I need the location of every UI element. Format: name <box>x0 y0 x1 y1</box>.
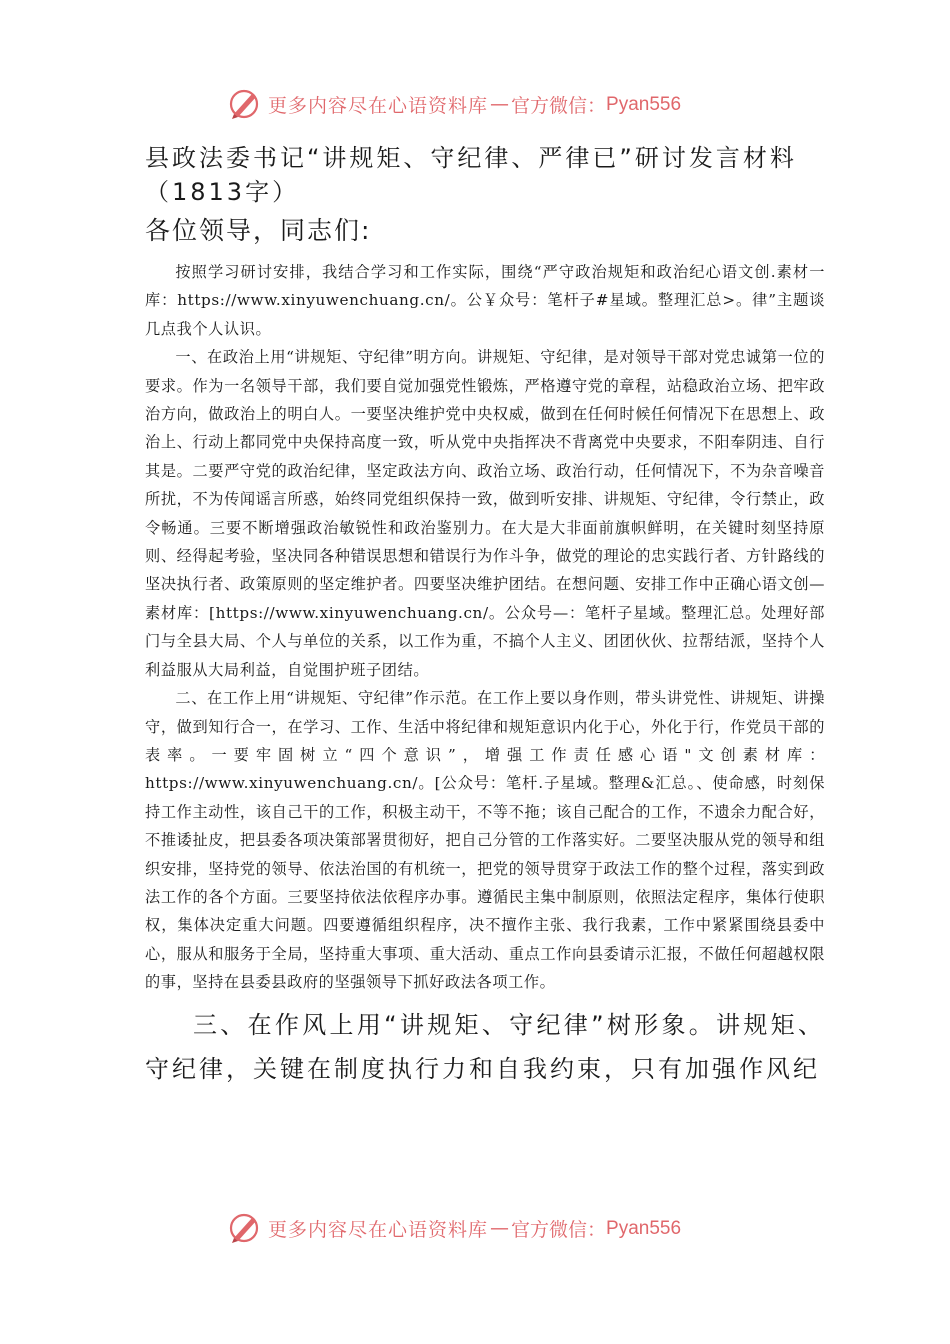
paragraph-section-1: 一、在政治上用“讲规矩、守纪律”明方向。讲规矩、守纪律，是对领导干部对党忠诚第一位的要求。作为一名领导干部，我们要自觉加强党性锻炼，严格遵守党的章程，站稳政治立场、把牢政治方向，做政治上的明白人。一要坚决维护党中央权威，做到在任何时候任何情况下在思想上、政治上、行动上都同党中央保持高度一致，听从党中央指挥决不背离党中央要求，不阳奉阴违、自行其是。二要严守党的政治纪律，坚定政法方向、政治立场、政治行动，任何情况下，不为杂音噪音所扰，不为传闻谣言所惑，始终同党组织保持一致，做到听安排、讲规矩、守纪律，令行禁止，政令畅通。三要不断增强政治敏锐性和政治鉴别力。在大是大非面前旗帜鲜明，在关键时刻坚持原则、经得起考验，坚决同各种错误思想和错误行为作斗争，做党的理论的忠实践行者、方针路线的坚决执行者、政策原则的坚定维护者。四要坚决维护团结。在想问题、安排工作中正确心语文创—素材库：[https://www.xinyuwenchuang.cn/。公众号—：笔杆子星域。整理汇总。处理好部门与全县大局、个人与单位的关系，以工作为重，不搞个人主义、团团伙伙、拉帮结派，坚持个人利益服从大局利益，自觉围护班子团结。 <box>145 348 825 679</box>
document-body <box>145 140 825 1091</box>
word-count: （1813字） <box>145 178 300 206</box>
banner-slogan: 更多内容尽在心语资料库 <box>268 94 489 117</box>
footer-banner <box>228 1208 748 1248</box>
document-title: 县政法委书记“讲规矩、守纪律、严律已”研讨发言材料 <box>145 144 797 172</box>
banner-separator: — <box>490 1217 510 1239</box>
banner-wechat-label: 官方微信： <box>511 94 607 117</box>
paragraph-section-3: 三、在作风上用“讲规矩、守纪律”树形象。讲规矩、守纪律，关键在制度执行力和自我约束，只有加强作风纪 <box>145 1010 825 1083</box>
paragraph-section-2: 二、在工作上用“讲规矩、守纪律”作示范。在工作上要以身作则，带头讲党性、讲规矩、讲操守，做到知行合一，在学习、工作、生活中将纪律和规矩意识内化于心，外化于行，作党员干部的表率。一要牢固树立“四个意识”，增强工作责任感心语"文创素材库：https://www.xinyuwenchuang.cn/。[公众号：笔杆.子星域。整理&汇总。、使命感，时刻保持工作主动性，该自己干的工作，积极主动干，不等不拖；该自己配合的工作，不遗余力配合好，不推诿扯皮，把县委各项决策部署贯彻好，把自己分管的工作落实好。二要坚决服从党的领导和组织安排，坚持党的领导、依法治国的有机统一，把党的领导贯穿于政法工作的整个过程，落实到政法工作的各个方面。三要坚持依法依程序办事。遵循民主集中制原则，依照法定程序，集体行使职权，集体决定重大问题。四要遵循组织程序，决不擅作主张、我行我素，工作中紧紧围绕县委中心，服从和服务于全局，坚持重大事项、重大活动、重点工作向县委请示汇报，不做任何超越权限的事，坚持在县委县政府的坚强领导下抓好政法各项工作。 <box>145 689 825 992</box>
paragraph-intro: 按照学习研讨安排，我结合学习和工作实际，围绕“严守政治规矩和政治纪心语文创.素材一库：https://www.xinyuwenchuang.cn/。公￥众号：笔杆子#星域。整理汇总>。律”主题谈几点我个人认识。 <box>145 263 825 338</box>
banner-separator: — <box>490 93 510 115</box>
salutation: 各位领导，同志们: <box>145 216 372 245</box>
banner-wechat-id: Pyan556 <box>606 1217 682 1239</box>
banner-slogan: 更多内容尽在心语资料库 <box>268 1218 489 1241</box>
banner-wechat-id: Pyan556 <box>606 93 682 115</box>
header-banner <box>228 84 748 124</box>
banner-wechat-label: 官方微信： <box>511 1218 607 1241</box>
pen-logo-icon <box>228 1211 262 1245</box>
pen-logo-icon <box>228 87 262 121</box>
